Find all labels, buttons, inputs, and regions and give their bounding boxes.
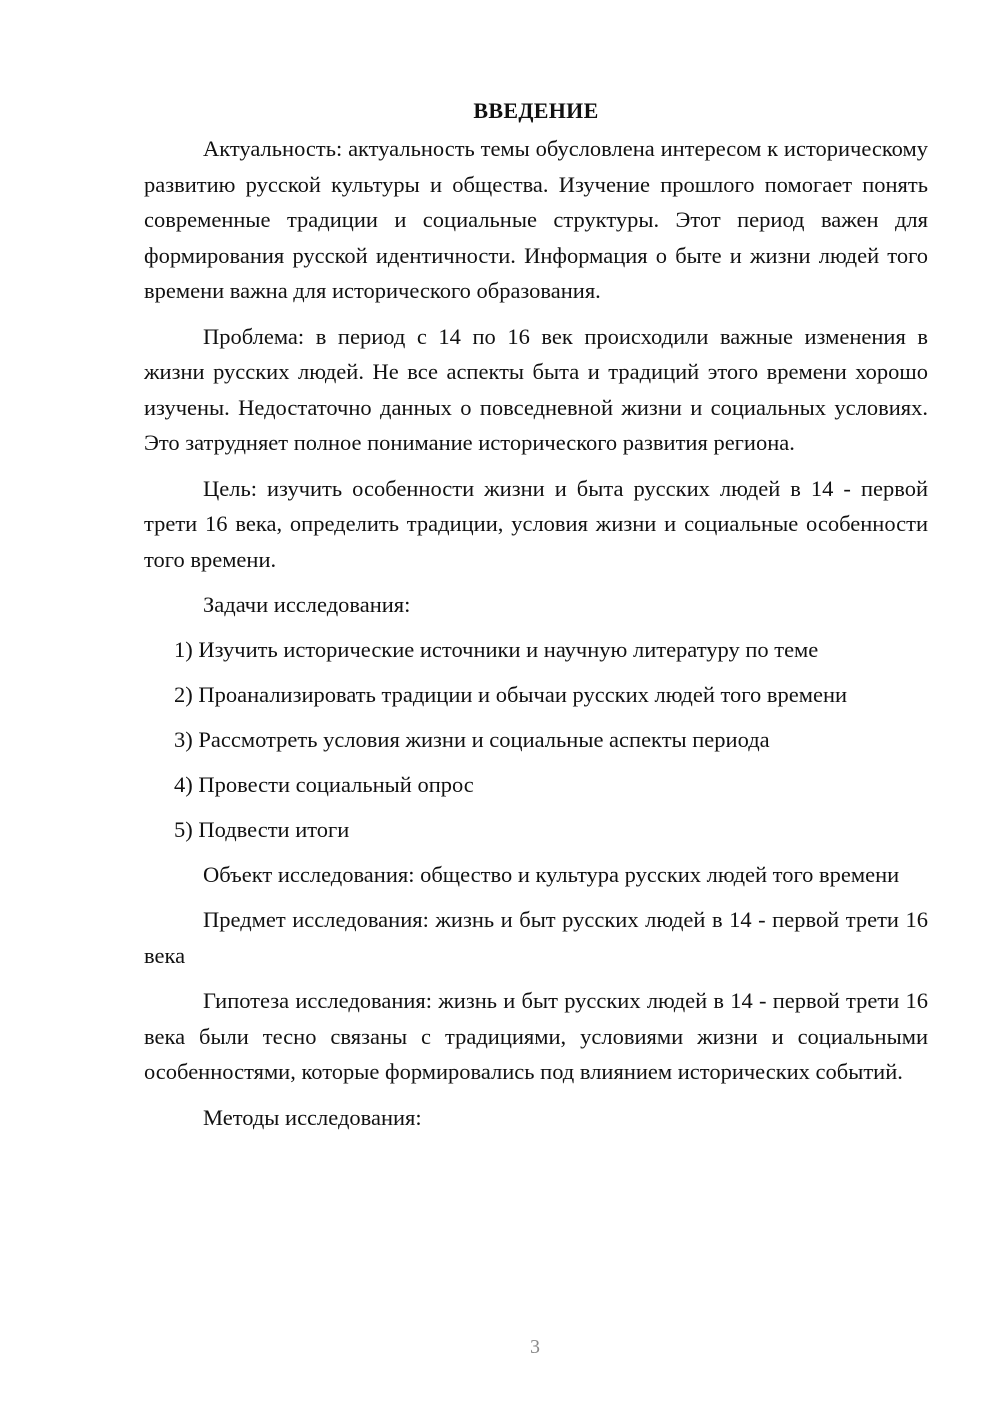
- paragraph-relevance: Актуальность: актуальность темы обусловлена интересом к историческому развитию русской культуры и общества. Изучение прошлого помогает понять современные традиции и социальные структуры. Этот период важен для формирования русской идентичности. Информация о быте и жизни людей того времени важна для исторического образования.: [144, 136, 928, 303]
- task-item: 3) Рассмотреть условия жизни и социальные аспекты периода: [174, 726, 770, 752]
- paragraph-hypothesis: Гипотеза исследования: жизнь и быт русских людей в 14 - первой трети 16 века были тесно связаны с традициями, условиями жизни и социальными особенностями, которые формировались под влиянием исторических событий.: [144, 988, 928, 1084]
- task-item: 2) Проанализировать традиции и обычаи русских людей того времени: [174, 681, 848, 707]
- paragraph-subject: Предмет исследования: жизнь и быт русских людей в 14 - первой трети 16 века: [144, 907, 928, 968]
- paragraph-problem: Проблема: в период с 14 по 16 век происходили важные изменения в жизни русских людей. Не все аспекты быта и традиций этого времени хорошо изучены. Недостаточно данных о повседневной жизни и социальных условиях. Это затрудняет полное понимание исторического развития региона.: [144, 323, 928, 455]
- task-item: 1) Изучить исторические источники и научную литературу по теме: [174, 636, 819, 662]
- paragraph-object: Объект исследования: общество и культура русских людей того времени: [203, 861, 900, 887]
- paragraph-goal: Цель: изучить особенности жизни и быта русских людей в 14 - первой трети 16 века, определить традиции, условия жизни и социальные особенности того времени.: [144, 475, 928, 572]
- page-content: [144, 96, 928, 1145]
- paragraph-methods: Методы исследования:: [203, 1104, 422, 1130]
- task-item: 5) Подвести итоги: [174, 816, 350, 842]
- task-list: [144, 632, 928, 848]
- page-number: 3: [530, 1336, 540, 1358]
- task-item: 4) Провести социальный опрос: [174, 771, 474, 797]
- tasks-heading: Задачи исследования:: [203, 592, 411, 617]
- section-title: ВВЕДЕНИЕ: [473, 98, 599, 123]
